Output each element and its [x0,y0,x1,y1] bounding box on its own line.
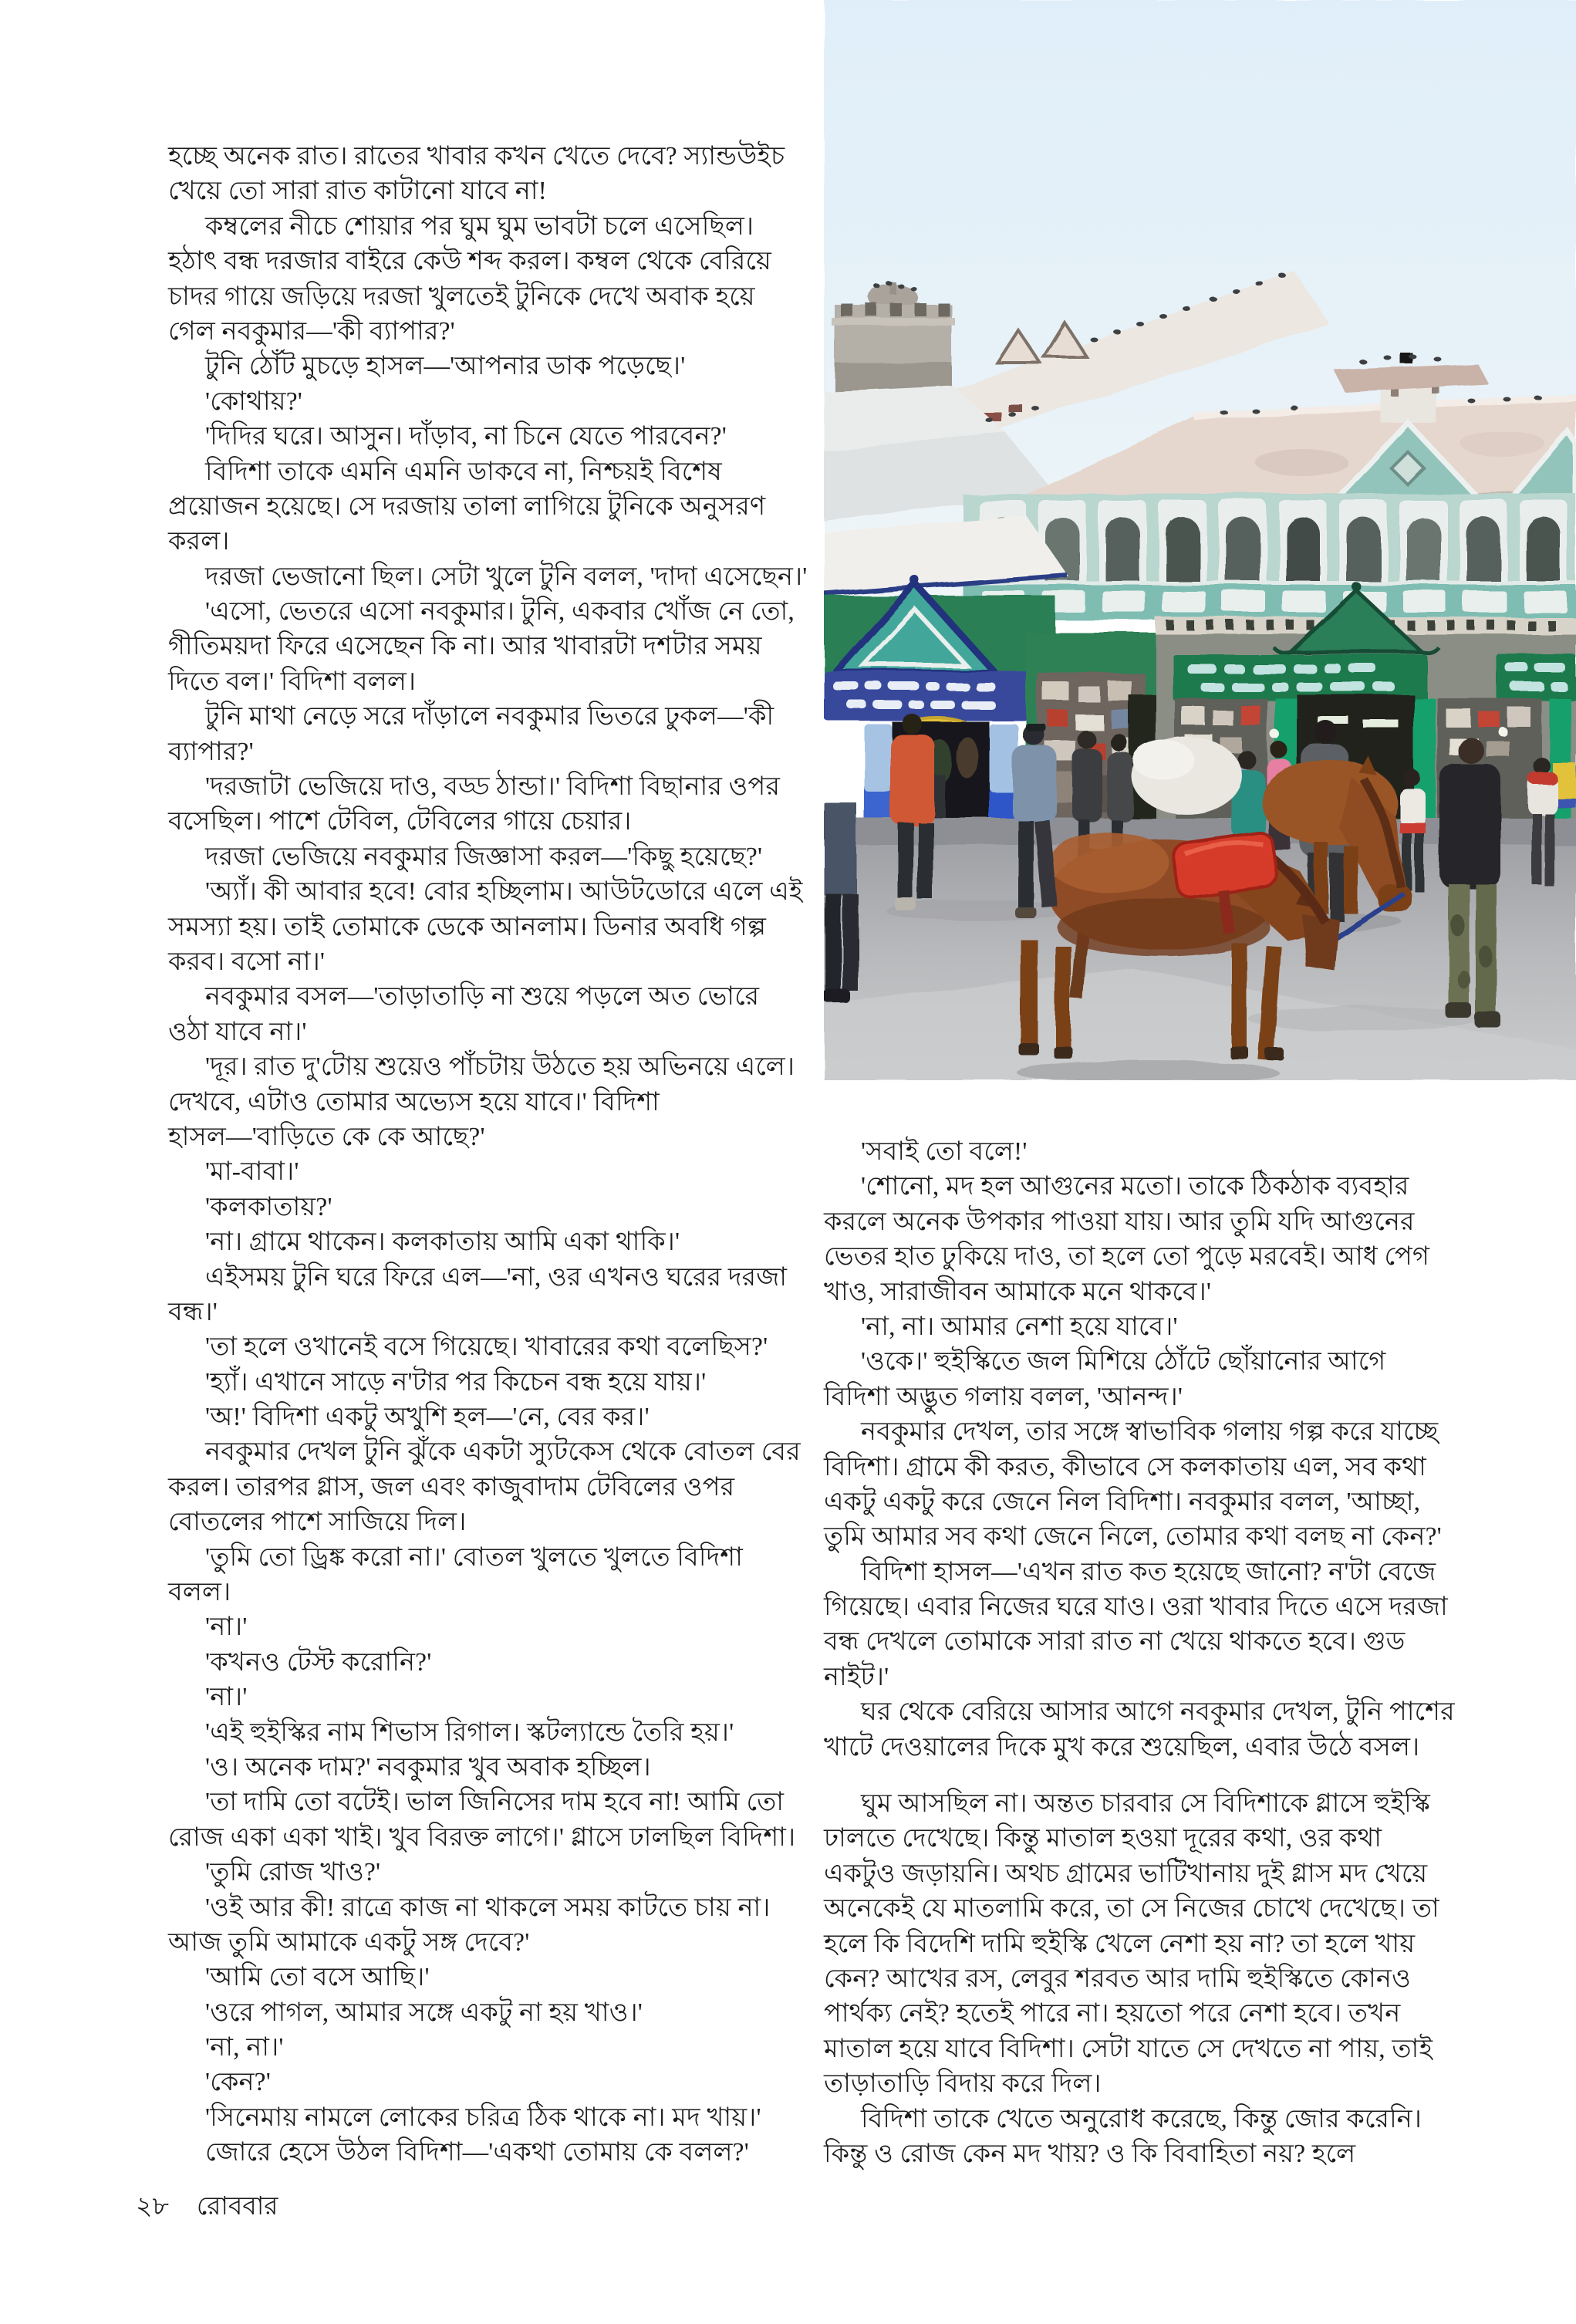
left-column [168,139,808,2170]
text-line: আজ তুমি আমাকে একটু সঙ্গ দেবে?' [168,1927,530,1957]
text-line: হলে কি বিদেশি দামি হুইস্কি খেলে নেশা হয় না? তা হলে খায় [824,1929,1416,1958]
text-line: 'হ্যাঁ। এখানে সাড়ে ন'টার পর কিচেন বন্ধ হয়ে যায়।' [205,1367,707,1397]
text-line: ঘর থেকে বেরিয়ে আসার আগে নবকুমার দেখল, টুনি পাশের [861,1697,1455,1727]
text-line: ব্যাপার?' [168,737,254,766]
text-line: 'দিদির ঘরে। আসুন। দাঁড়াব, না চিনে যেতে পারবেন?' [205,422,727,451]
text-line: টুনি মাথা নেড়ে সরে দাঁড়ালে নবকুমার ভিতরে ঢুকল—'কী [205,702,775,731]
text-line: 'মা-বাবা।' [205,1157,299,1187]
text-line: বন্ধ দেখলে তোমাকে সারা রাত না খেয়ে থাকতে হবে। গুড [824,1627,1406,1657]
text-line: করব। বসো না।' [168,947,326,976]
text-line: 'কখনও টেস্ট করোনি?' [205,1647,432,1677]
text-line: 'অ্যাঁ। কী আবার হবে! বোর হচ্ছিলাম। আউটডোরে এলে এই [205,877,803,907]
text-line: 'না। গ্রামে থাকেন। কলকাতায় আমি একা থাকি।' [205,1228,680,1257]
text-line: টুনি ঠোঁট মুচড়ে হাসল—'আপনার ডাক পড়েছে।' [205,352,686,381]
text-line: দরজা ভেজিয়ে নবকুমার জিজ্ঞাসা করল—'কিছু হয়েছে?' [205,842,763,871]
text-line: বন্ধ।' [168,1297,218,1326]
text-line: 'দরজাটা ভেজিয়ে দাও, বড্ড ঠান্ডা।' বিদিশা বিছানার ওপর [205,772,781,802]
text-line: খাটে দেওয়ালের দিকে মুখ করে শুয়েছিল, এবার উঠে বসল। [824,1732,1420,1762]
text-line: 'না, না। আমার নেশা হয়ে যাবে।' [861,1312,1178,1341]
text-line: রোজ একা একা খাই। খুব বিরক্ত লাগে।' গ্লাসে ঢালছিল বিদিশা। [168,1822,796,1852]
text-line: নবকুমার দেখল, তার সঙ্গে স্বাভাবিক গলায় গল্প করে যাচ্ছে [861,1417,1439,1447]
text-line: তাড়াতাড়ি বিদায় করে দিল। [824,2069,1102,2099]
text-line: 'ও। অনেক দাম?' নবকুমার খুব অবাক হচ্ছিল। [205,1752,651,1782]
white-horse [1131,737,1242,814]
text-line: একটুও জড়ায়নি। অথচ গ্রামের ভাটিখানায় দুই গ্লাস মদ খেয়ে [824,1859,1428,1888]
text-line: হচ্ছে অনেক রাত। রাতের খাবার কখন খেতে দেবে? স্যান্ডউইচ [168,142,785,171]
text-line: 'সিনেমায় নামলে লোকের চরিত্র ঠিক থাকে না। মদ খায়।' [205,2103,761,2132]
text-line: নাইট।' [824,1662,889,1691]
text-line: 'তুমি রোজ খাও?' [205,1858,381,1887]
text-line: তুমি আমার সব কথা জেনে নিলে, তোমার কথা বলছ না কেন?' [824,1522,1442,1552]
paragraph-break [824,1765,1512,1786]
text-line: 'তা হলে ওখানেই বসে গিয়েছে। খাবারের কথা বলেছিস?' [205,1333,768,1362]
text-line: নবকুমার দেখল টুনি ঝুঁকে একটা স্যুটকেস থেকে বোতল বের [205,1437,801,1467]
text-line: হাসল—'বাড়িতে কে কে আছে?' [168,1122,485,1151]
text-line: ঘুম আসছিল না। অন্তত চারবার সে বিদিশাকে গ্লাসে হুইস্কি [861,1789,1431,1819]
text-line: 'না, না।' [205,2033,284,2062]
text-line: করল। [168,527,230,556]
green-signboard [1173,654,1427,701]
text-line: সমস্যা হয়। তাই তোমাকে ডেকে আনলাম। ডিনার অবধি গল্প [168,912,767,941]
text-line: হঠাৎ বন্ধ দরজার বাইরে কেউ শব্দ করল। কম্বল থেকে বেরিয়ে [168,247,771,276]
text-line: বিদিশা তাকে এমনি এমনি ডাকবে না, নিশ্চয়ই বিশেষ [205,457,722,486]
text-line: কম্বলের নীচে শোয়ার পর ঘুম ঘুম ভাবটা চলে এসেছিল। [205,211,754,241]
text-line: 'ওরে পাগল, আমার সঙ্গে একটু না হয় খাও।' [205,1998,643,2027]
text-line: পার্থক্য নেই? হতেই পারে না। হয়তো পরে নেশা হবে। তখন [824,1999,1401,2028]
text-line: প্রয়োজন হয়েছে। সে দরজায় তালা লাগিয়ে টুনিকে অনুসরণ [168,491,766,521]
text-line: বিদিশা। গ্রামে কী করত, কীভাবে সে কলকাতায় এল, সব কথা [824,1452,1426,1481]
pedestrian-far-left [824,802,858,1003]
right-column [824,1134,1512,2171]
text-line: 'কোথায়?' [205,387,303,416]
text-line: দেখবে, এটাও তোমার অভ্যেস হয়ে যাবে।' বিদিশা [168,1087,660,1116]
text-line: বলল। [168,1578,231,1607]
text-line: গীতিময়দা ফিরে এসেছেন কি না। আর খাবারটা দশটার সময় [168,632,762,661]
page-footer [136,2186,278,2229]
text-line: 'শোনো, মদ হল আগুনের মতো। তাকে ঠিকঠাক ব্যবহার [861,1172,1409,1201]
text-line: 'এই হুইস্কির নাম শিভাস রিগাল। স্কটল্যান্ডে তৈরি হয়।' [205,1718,734,1747]
text-line: 'আমি তো বসে আছি।' [205,1963,430,1992]
text-line: খাও, সারাজীবন আমাকে মনে থাকবে।' [824,1277,1212,1306]
green-signboard-right [1497,654,1576,701]
text-line: বিদিশা হাসল—'এখন রাত কত হয়েছে জানো? ন'টা বেজে [861,1557,1436,1586]
text-line: 'তা দামি তো বটেই। ভাল জিনিসের দাম হবে না! আমি তো [205,1788,785,1817]
text-line: চাদর গায়ে জড়িয়ে দরজা খুলতেই টুনিকে দেখে অবাক হয়ে [168,282,755,311]
magazine-name: রোববার [196,2193,278,2221]
text-line: দিতে বল।' বিদিশা বলল। [168,667,417,696]
navy-signboard [824,671,1028,721]
text-line: 'কেন?' [205,2068,271,2097]
text-line: খেয়ে তো সারা রাত কাটানো যাবে না! [168,177,548,206]
text-line: 'ওকে।' হুইস্কিতে জল মিশিয়ে ঠোঁটে ছোঁয়ানোর আগে [861,1347,1386,1376]
text-line: দরজা ভেজানো ছিল। সেটা খুলে টুনি বলল, 'দাদা এসেছেন।' [205,562,808,591]
text-line: কিন্তু ও রোজ কেন মদ খায়? ও কি বিবাহিতা নয়? হলে [824,2139,1356,2168]
text-line: 'অ!' বিদিশা একটু অখুশি হল—'নে, বের কর।' [205,1403,650,1432]
page-number: ২৮ [136,2193,169,2221]
text-line: 'দূর। রাত দু'টোয় শুয়েও পাঁচটায় উঠতে হয় অভিনয়ে এলে। [205,1052,795,1082]
text-line: ওঠা যাবে না।' [168,1017,307,1046]
text-line: গিয়েছে। এবার নিজের ঘরে যাও। ওরা খাবার দিতে এসে দরজা [824,1593,1448,1622]
text-line: 'কলকাতায়?' [205,1192,332,1221]
text-line: করল। তারপর গ্লাস, জল এবং কাজুবাদাম টেবিলের ওপর [168,1472,735,1501]
text-line: ভেতর হাত ঢুকিয়ে দাও, তা হলে তো পুড়ে মরবেই। আধ পেগ [824,1242,1430,1272]
text-line: 'সবাই তো বলে!' [861,1137,1028,1166]
text-line: নবকুমার বসল—'তাড়াতাড়ি না শুয়ে পড়লে অত ভোরে [205,982,760,1012]
text-line: একটু একটু করে জেনে নিল বিদিশা। নবকুমার বলল, 'আচ্ছা, [824,1487,1421,1516]
text-line: 'ওই আর কী! রাত্রে কাজ না থাকলে সময় কাটতে চায় না। [205,1893,771,1922]
street-photo [824,0,1576,1080]
text-line: 'তুমি তো ড্রিঙ্ক করো না।' বোতল খুলতে খুলতে বিদিশা [205,1542,743,1572]
text-line: বিদিশা অদ্ভুত গলায় বলল, 'আনন্দ।' [824,1382,1183,1411]
text-line: বসেছিল। পাশে টেবিল, টেবিলের গায়ে চেয়ার। [168,807,632,836]
text-line: অনেকেই যে মাতলামি করে, তা সে নিজের চোখে দেখেছে। তা [824,1894,1439,1924]
text-line: করলে অনেক উপকার পাওয়া যায়। আর তুমি যদি আগুনের [824,1207,1415,1236]
text-line: বোতলের পাশে সাজিয়ে দিল। [168,1508,467,1537]
text-line: জোরে হেসে উঠল বিদিশা—'একথা তোমায় কে বলল?' [205,2138,749,2167]
text-line: গেল নবকুমার—'কী ব্যাপার?' [168,316,455,346]
text-line: 'না।' [205,1683,248,1712]
text-line: বিদিশা তাকে খেতে অনুরোধ করেছে, কিন্তু জোর করেনি। [861,2104,1422,2133]
text-line: কেন? আখের রস, লেবুর শরবত আর দামি হুইস্কিতে কোনও [824,1964,1411,1993]
text-line: 'না।' [205,1613,248,1642]
text-line: 'এসো, ভেতরে এসো নবকুমার। টুনি, একবার খোঁজ নে তো, [205,597,795,627]
text-line: ঢালতে দেখেছে। কিন্তু মাতাল হওয়া দূরের কথা, ওর কথা [824,1824,1382,1853]
text-line: মাতাল হয়ে যাবে বিদিশা। সেটা যাতে সে দেখতে না পায়, তাই [824,2034,1433,2063]
text-line: এইসময় টুনি ঘরে ফিরে এল—'না, ওর এখনও ঘরের দরজা [205,1262,788,1292]
